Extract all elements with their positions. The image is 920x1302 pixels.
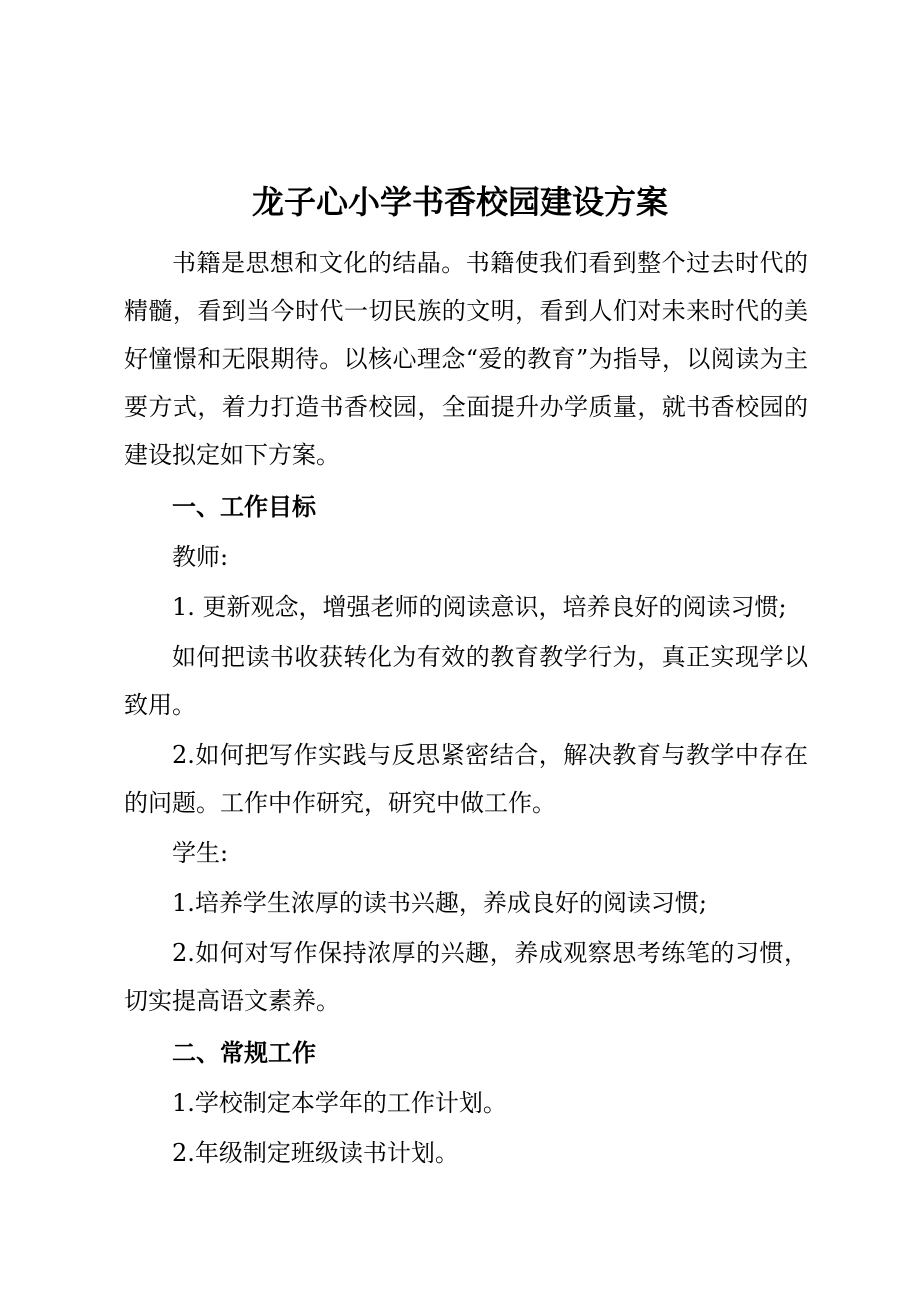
teacher-item-2: 2.如何把写作实践与反思紧密结合，解决教育与教学中存在的问题。工作中作研究，研究中做工作。 bbox=[124, 741, 808, 817]
student-item-2: 2.如何对写作保持浓厚的兴趣，养成观察思考练笔的习惯，切实提高语文素养。 bbox=[124, 939, 808, 1015]
student-item-1: 1.培养学生浓厚的读书兴趣，养成良好的阅读习惯; bbox=[172, 889, 707, 917]
intro-paragraph: 书籍是思想和文化的结晶。书籍使我们看到整个过去时代的精髓，看到当今时代一切民族的文明，看到人们对未来时代的美好憧憬和无限期待。以核心理念“爱的教育”为指导，以阅读为主要方式，着力打造书香校园，全面提升办学质量，就书香校园的建设拟定如下方案。 bbox=[124, 249, 808, 469]
document-title: 龙子心小学书香校园建设方案 bbox=[251, 183, 668, 221]
section-heading-routine: 二、常规工作 bbox=[172, 1039, 316, 1067]
section-heading-goals: 一、工作目标 bbox=[172, 493, 316, 521]
teacher-label: 教师: bbox=[172, 543, 229, 571]
routine-item-2: 2.年级制定班级读书计划。 bbox=[172, 1139, 459, 1167]
teacher-item-1-continued: 如何把读书收获转化为有效的教育教学行为，真正实现学以致用。 bbox=[124, 643, 808, 719]
student-label: 学生: bbox=[172, 839, 229, 867]
teacher-item-1: 1. 更新观念，增强老师的阅读意识，培养良好的阅读习惯; bbox=[172, 593, 787, 621]
routine-item-1: 1.学校制定本学年的工作计划。 bbox=[172, 1089, 507, 1117]
document-body bbox=[124, 239, 808, 1177]
